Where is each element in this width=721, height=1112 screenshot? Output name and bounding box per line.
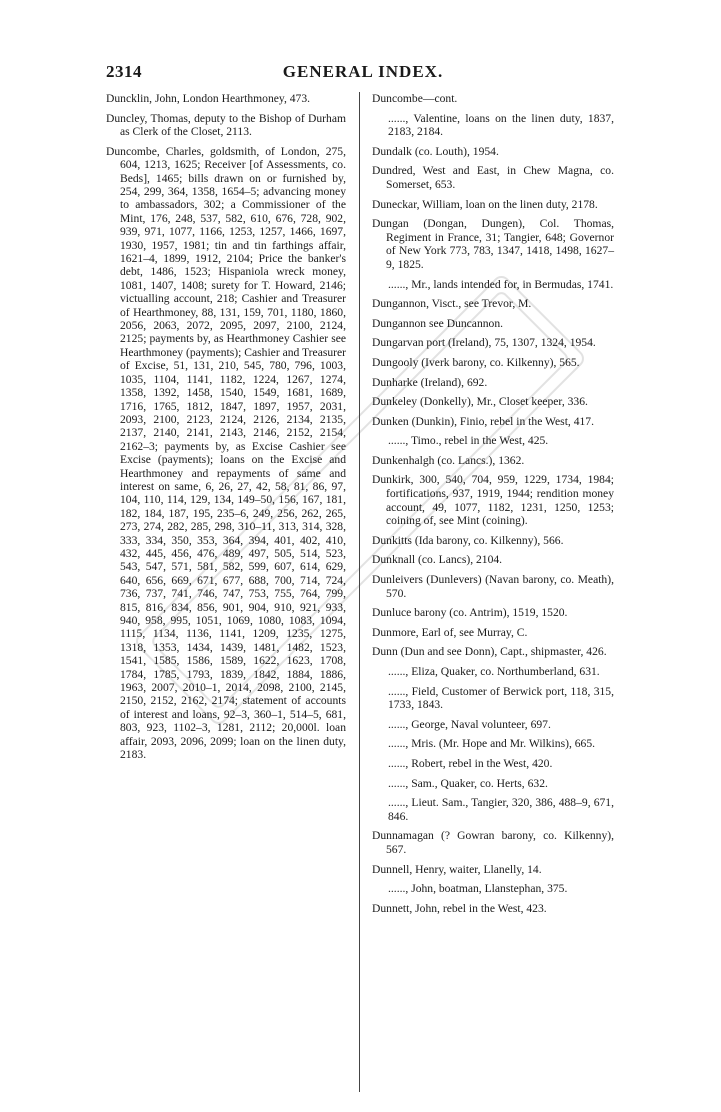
index-subentry: ......, Eliza, Quaker, co. Northumberland, 631. [388,665,600,678]
index-entry: Dunleivers (Dunlevers) (Navan barony, co. Meath), 570. [372,573,614,600]
index-subentry: ......, Mr., lands intended for, in Bermudas, 1741. [388,277,614,291]
index-entry: Dunnamagan (? Gowran barony, co. Kilkenny), 567. [372,829,614,856]
index-entry: Duncklin, John, London Hearthmoney, 473. [106,92,311,105]
index-entry: Dunkenhalgh (co. Lancs.), 1362. [372,453,525,467]
index-entry: Dunharke (Ireland), 692. [372,375,488,389]
index-subentry: ......, John, boatman, Llanstephan, 375. [388,882,568,896]
right-column [372,92,614,921]
column-divider [359,92,360,1092]
index-subentry: ......, Valentine, loans on the linen duty, 1837, 2183, 2184. [388,111,614,139]
page-header [106,62,620,84]
index-entry: Duncombe, Charles, goldsmith, of London, 275, 604, 1213, 1625; Receiver [of Assessments, co. Beds], 1465; bills drawn on or furnished by, 254, 299, 364, 1358, 1654–5; advancing money to ambassadors, 302; a Commissioner of the Mint, 176, 248, 537, 582, 610, 676, 728, 902, 939, 971, 1077, 1166, 1253, 1257, 1466, 1697, 1930, 1957, 1981; tin and tin farthings affair, 1621–4, 1899, 1912, 2104; Price the banker's debt, 1486, 1523; Hispaniola wreck money, 1081, 1407, 1408; surety for T. Howard, 2146; victualling account, 218; Cashier and Treasurer of Hearthmoney, 88, 131, 159, 701, 1180, 1860, 2056, 2063, 2072, 2095, 2097, 2100, 2124, 2125; payments by, as Hearthmoney Cashier see Hearthmoney (payments); Cashier and Treasurer of Excise, 51, 131, 210, 545, 780, 796, 1003, 1035, 1104, 1141, 1182, 1224, 1267, 1274, 1358, 1392, 1458, 1540, 1549, 1681, 1689, 1716, 1765, 1812, 1847, 1897, 1957, 2031, 2093, 2100, 2123, 2124, 2126, 2134, 2135, 2137, 2140, 2141, 2143, 2146, 2152, 2154, 2162–3; payments by, as Excise Cashier see Excise (payments); loans on the Excise and Hearthmoney and repayments of same and interest on same, 6, 26, 27, 42, 58, 81, 86, 97, 104, 110, 114, 129, 134, 149–50, 156, 167, 181, 182, 184, 187, 195, 235–6, 249, 256, 262, 265, 273, 274, 282, 285, 298, 310–11, 313, 314, 328, 333, 334, 350, 353, 364, 394, 401, 402, 410, 432, 445, 456, 476, 489, 497, 505, 514, 523, 543, 547, 571, 581, 582, 599, 607, 614, 629, 640, 656, 669, 671, 677, 688, 700, 714, 724, 736, 737, 741, 746, 747, 753, 755, 764, 799, 815, 816, 834, 856, 901, 904, 910, 921, 933, 940, 958, 995, 1051, 1069, 1080, 1083, 1094, 1115, 1134, 1136, 1141, 1209, 1235, 1275, 1318, 1353, 1434, 1439, 1481, 1482, 1523, 1541, 1585, 1586, 1589, 1622, 1623, 1708, 1784, 1785, 1793, 1839, 1842, 1884, 1886, 1963, 2007, 2010–1, 2014, 2098, 2100, 2145, 2150, 2152, 2162, 2174; statement of accounts of interest and loans, 92–3, 360–1, 514–5, 681, 803, 923, 1102–3, 1281, 2112; 20,000l. loan affair, 2093, 2096, 2099; loan on the linen duty, 2183. [106,144,347,762]
running-title: GENERAL INDEX. [282,62,444,81]
index-entry: Duneckar, William, loan on the linen duty, 2178. [372,197,598,211]
index-subentry: ......, Mris. (Mr. Hope and Mr. Wilkins), 665. [388,737,596,751]
index-entry: Dunmore, Earl of, see Murray, C. [372,625,528,639]
index-subentry: ......, George, Naval volunteer, 697. [388,717,551,731]
index-entry: Dunkirk, 300, 540, 704, 959, 1229, 1734, 1984; fortifications, 937, 1919, 1944; rendition money account, 49, 1077, 1182, 1231, 1250, 1253; coining of, see Mint (coining). [372,473,614,528]
index-subentry: ......, Robert, rebel in the West, 420. [388,756,553,770]
index-subentry: ......, Timo., rebel in the West, 425. [388,434,549,448]
index-entry: Dunken (Dunkin), Finio, rebel in the West, 417. [372,414,595,428]
index-entry: Dunkitts (Ida barony, co. Kilkenny), 566. [372,533,564,547]
index-subentry: ......, Lieut. Sam., Tangier, 320, 386, 488–9, 671, 846. [388,796,614,823]
index-entry: Dundalk (co. Louth), 1954. [372,144,499,158]
index-entry-continued: Duncombe—cont. [372,92,458,105]
index-entry: Duncley, Thomas, deputy to the Bishop of Durham as Clerk of the Closet, 2113. [106,111,346,139]
index-entry: Dunn (Dun and see Donn), Capt., shipmaster, 426. [372,645,607,659]
index-entry: Dunluce barony (co. Antrim), 1519, 1520. [372,606,568,620]
index-entry: Dunknall (co. Lancs), 2104. [372,553,503,567]
index-entry: Dungan (Dongan, Dungen), Col. Thomas, Regiment in France, 31; Tangier, 648; Governor of New York 773, 783, 1347, 1418, 1498, 1627–9, 1825. [372,217,614,271]
index-entry: Dungarvan port (Ireland), 75, 1307, 1324, 1954. [372,336,596,350]
index-entry: Dungooly (Iverk barony, co. Kilkenny), 565. [372,355,580,369]
index-subentry: ......, Field, Customer of Berwick port, 118, 315, 1733, 1843. [388,684,614,712]
index-entry: Dungannon, Visct., see Trevor, M. [372,297,532,311]
page-number: 2314 [106,62,142,81]
index-entry: Dunnett, John, rebel in the West, 423. [372,901,547,915]
left-column [106,92,346,767]
index-subentry: ......, Sam., Quaker, co. Herts, 632. [388,776,548,790]
index-entry: Dungannon see Duncannon. [372,316,504,330]
index-entry: Dunnell, Henry, waiter, Llanelly, 14. [372,862,542,876]
index-entry: Dunkeley (Donkelly), Mr., Closet keeper, 336. [372,395,588,409]
index-entry: Dundred, West and East, in Chew Magna, co. Somerset, 653. [372,164,614,191]
